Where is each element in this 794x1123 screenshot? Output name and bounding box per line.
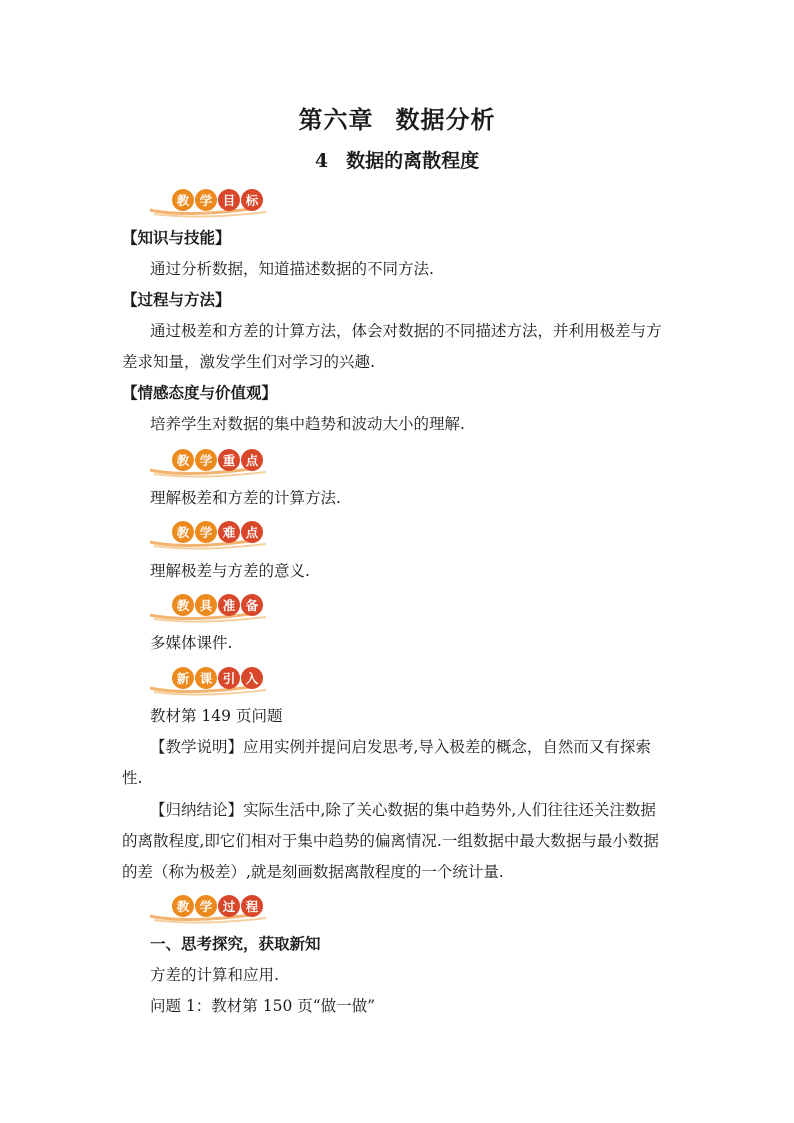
chapter-number: 第六章 [298,105,374,134]
chapter-title [0,100,794,135]
intro-line-1: 教材第 149 页问题 [150,707,283,725]
badge-char: 教 [172,521,194,543]
difficulties-text: 理解极差与方差的意义. [150,562,310,580]
knowledge-text: 通过分析数据，知道描述数据的不同方法. [150,260,434,278]
badge-char: 教 [172,895,194,917]
badge-char: 学 [195,895,217,917]
badge-teaching-objectives [148,184,278,218]
badge-new-lesson-intro [148,662,278,696]
badge-char: 难 [218,521,240,543]
badge-materials [148,589,278,623]
badge-char: 引 [218,667,240,689]
badge-char: 教 [172,449,194,471]
badge-char: 课 [195,667,217,689]
badge-teaching-process [148,890,278,924]
badge-char: 入 [241,667,263,689]
badge-char: 学 [195,449,217,471]
section-number: 4 [314,150,329,172]
process-method-text-1: 通过极差和方差的计算方法，体会对数据的不同描述方法，并利用极差与方 [150,322,662,340]
section-title [0,146,794,173]
badge-char: 教 [172,189,194,211]
process-line-2: 问题 1：教材第 150 页“做一做” [150,997,376,1015]
section-name: 数据的离散程度 [346,150,480,172]
badge-key-points [148,444,278,478]
badge-difficulties [148,516,278,550]
conclusion-line-2: 的离散程度,即它们相对于集中趋势的偏离情况.一组数据中最大数据与最小数据 [122,832,659,850]
conclusion-line-1: 【归纳结论】实际生活中,除了关心数据的集中趋势外,人们往往还关注数据 [150,801,656,819]
badge-char: 新 [172,667,194,689]
process-section-heading: 一、思考探究，获取新知 [150,934,321,953]
badge-char: 过 [218,895,240,917]
badge-char: 教 [172,594,194,616]
process-method-heading: 【过程与方法】 [122,290,231,309]
badge-char: 标 [241,189,263,211]
badge-char: 学 [195,521,217,543]
emotion-heading: 【情感态度与价值观】 [122,383,278,402]
process-line-1: 方差的计算和应用. [150,966,279,984]
teaching-note-line-2: 性. [122,769,143,787]
conclusion-line-3: 的差（称为极差）,就是刻画数据离散程度的一个统计量. [122,863,504,881]
materials-text: 多媒体课件. [150,634,233,652]
key-points-text: 理解极差和方差的计算方法. [150,489,341,507]
teaching-note-line-1: 【教学说明】应用实例并提问启发思考,导入极差的概念，自然而又有探索 [150,738,651,756]
badge-char: 学 [195,189,217,211]
badge-char: 准 [218,594,240,616]
process-method-text-2: 差求知量，激发学生们对学习的兴趣. [122,353,375,371]
badge-char: 重 [218,449,240,471]
knowledge-heading: 【知识与技能】 [122,228,231,247]
badge-char: 点 [241,521,263,543]
badge-char: 备 [241,594,263,616]
badge-char: 点 [241,449,263,471]
badge-char: 目 [218,189,240,211]
chapter-name: 数据分析 [395,105,496,134]
badge-char: 程 [241,895,263,917]
badge-char: 具 [195,594,217,616]
emotion-text: 培养学生对数据的集中趋势和波动大小的理解. [150,415,465,433]
